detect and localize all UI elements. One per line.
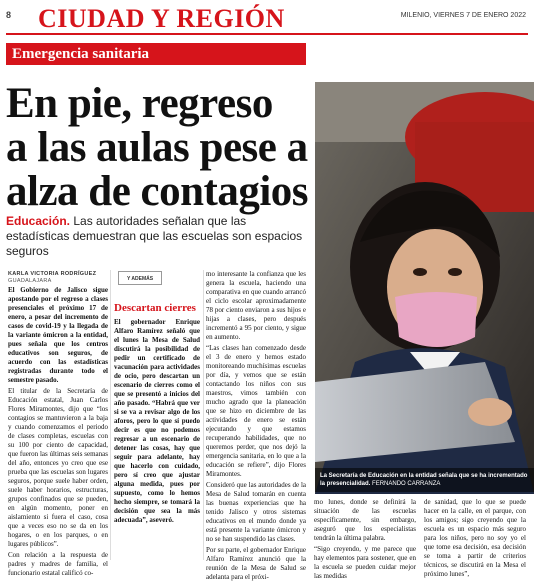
article-column-3 (206, 270, 306, 584)
paragraph: de sanidad, que lo que se puede hacer en la calle, en el parque, con los amigos; sigo creyendo que la escuela es un espacio más seguro para los niños, pero no soy yo el que tome esa decisión, esa decisión se toma a partir de criterios técnicos, se discutirá en la Mesa el próximo lunes”, (424, 498, 526, 578)
article-column-5 (424, 498, 526, 581)
sidebar-body (114, 318, 200, 527)
photo-credit: FERNANDO CARRANZA (372, 481, 441, 487)
paragraph: “Sigo creyendo, y me parece que hay elementos para sostener, que en la escuela se pueden cuidar mejor las medidas (314, 545, 416, 580)
also-tag: Y ADEMÁS (118, 271, 162, 285)
deck (6, 214, 306, 259)
header-rule (6, 33, 528, 35)
paragraph: “Las clases han comenzado desde el 3 de enero y hemos estado monitoreando muchísimas escuelas por día, y vemos que se están contactando los niños con sus maestros, vimos también con mucho agrado que la planeación que se hizo en diciembre de las actividades de enero se están ejecutando y que estamos recuperando habilidades, que no queremos perder, que nos dejó la emergencia sanitaria, en lo que a la educación se refiere”, dijo Flores Miramontes. (206, 344, 306, 478)
page-header (0, 0, 534, 32)
caption-text: La Secretaría de Educación en la entidad señala que se ha incrementado la presencialidad. (320, 473, 528, 487)
paragraph: Consideró que las autoridades de la Mesa de Salud tomarán en cuenta las buenas experiencias que ha tenido Jalisco y otros sistemas educativos en el mundo donde ya está presente la variante ómicron y no se han suspendido las clases. (206, 481, 306, 543)
section-title: CIUDAD Y REGIÓN (38, 4, 285, 33)
page-number: 8 (6, 10, 12, 20)
classroom-photo-illustration (315, 82, 534, 494)
deck-label: Educación. (6, 214, 71, 228)
paragraph: Por su parte, el gobernador Enrique Alfaro Ramírez anunció que la reunión de la Mesa de Salud se adelanta para el próxi- (206, 546, 306, 581)
article-column-4 (314, 498, 416, 583)
article-column-1 (8, 286, 108, 580)
paragraph: Con relación a la respuesta de padres y madres de familia, el funcionario estatal calificó co- (8, 551, 108, 577)
headline-line-3: alza de contagios (6, 168, 309, 215)
lead-paragraph: El Gobierno de Jalisco sigue apostando por el regreso a clases presenciales el próximo 17 de enero, a pesar del incremento de casos de covid-19 y la llegada de la variante ómicron a la entidad, pues señala que los centros educativos son seguros, de acuerdo con las estadísticas registradas durante todo el semestre pasado. (8, 286, 108, 384)
byline-bureau: GUADALAJARA (8, 278, 52, 284)
photo-caption (315, 468, 534, 492)
byline-author: KARLA VICTORIA RODRÍGUEZ (8, 271, 97, 277)
sidebar-title: Descartan cierres (114, 302, 196, 314)
kicker-banner: Emergencia sanitaria (6, 43, 306, 65)
headline (6, 82, 311, 214)
paragraph: El titular de la Secretaría de Educación estatal, Juan Carlos Flores Miramontes, dijo que “los contagios se mantuvieron a la baja y cuando comenzamos el periodo de clases completas, escuelas con su 100 por ciento de capacidad, que fueron las últimas seis semanas del año, entonces yo creo que ese prueba que las escuelas son lugares seguros, porque suele haber orden, suele haber horarios, estructuras, grupos confinados que se pueden, en algún momento, poner en aislamiento si fuera el caso, cosa que a veces eso no se da en los hogares, o en los parques, o en lugares públicos”. (8, 387, 108, 548)
paragraph: mo interesante la confianza que les genera la escuela, haciendo una comparativa en que cuando arrancó el ciclo escolar aproximadamente 78 por ciento enviaron a sus hijos e hijas a clases, pero después incrementó a 95 por ciento, y sigue en aumento. (206, 270, 306, 341)
article-photo (315, 82, 534, 494)
deck-text: Las autoridades señalan que las estadísticas demuestran que las escuelas son espacios seguros (6, 214, 303, 258)
paragraph: mo lunes, donde se definirá la situación de las escuelas específicamente, sin embargo, aseguró que los especialistas tendrán la última palabra. (314, 498, 416, 542)
dateline: MILENIO, VIERNES 7 DE ENERO 2022 (400, 12, 526, 19)
headline-line-1: En pie, regreso (6, 80, 273, 127)
column-divider (203, 270, 204, 560)
headline-line-2: a las aulas pese a (6, 124, 308, 171)
column-divider (110, 270, 111, 560)
sidebar-paragraph: El gobernador Enrique Alfaro Ramírez señaló que el lunes la Mesa de Salud discutirá la posibilidad de pedir un certificado de vacunación para actividades de ocio, pero descartan un escenario de cierres como el que se presentó a inicios del año pasado. “Habrá que ver si se va a revisar algo de los aforos, pero lo que sí puedo decir es que no podemos regresar a un escenario de detener las cosas, hay que seguir para adelante, hay que hacerlo con cuidado, pero sí creo que ajustar alguna medida, pues por supuesto, como lo hemos hecho siempre, se tomará la decisión que sea la más adecuada”, aseveró. (114, 318, 200, 524)
